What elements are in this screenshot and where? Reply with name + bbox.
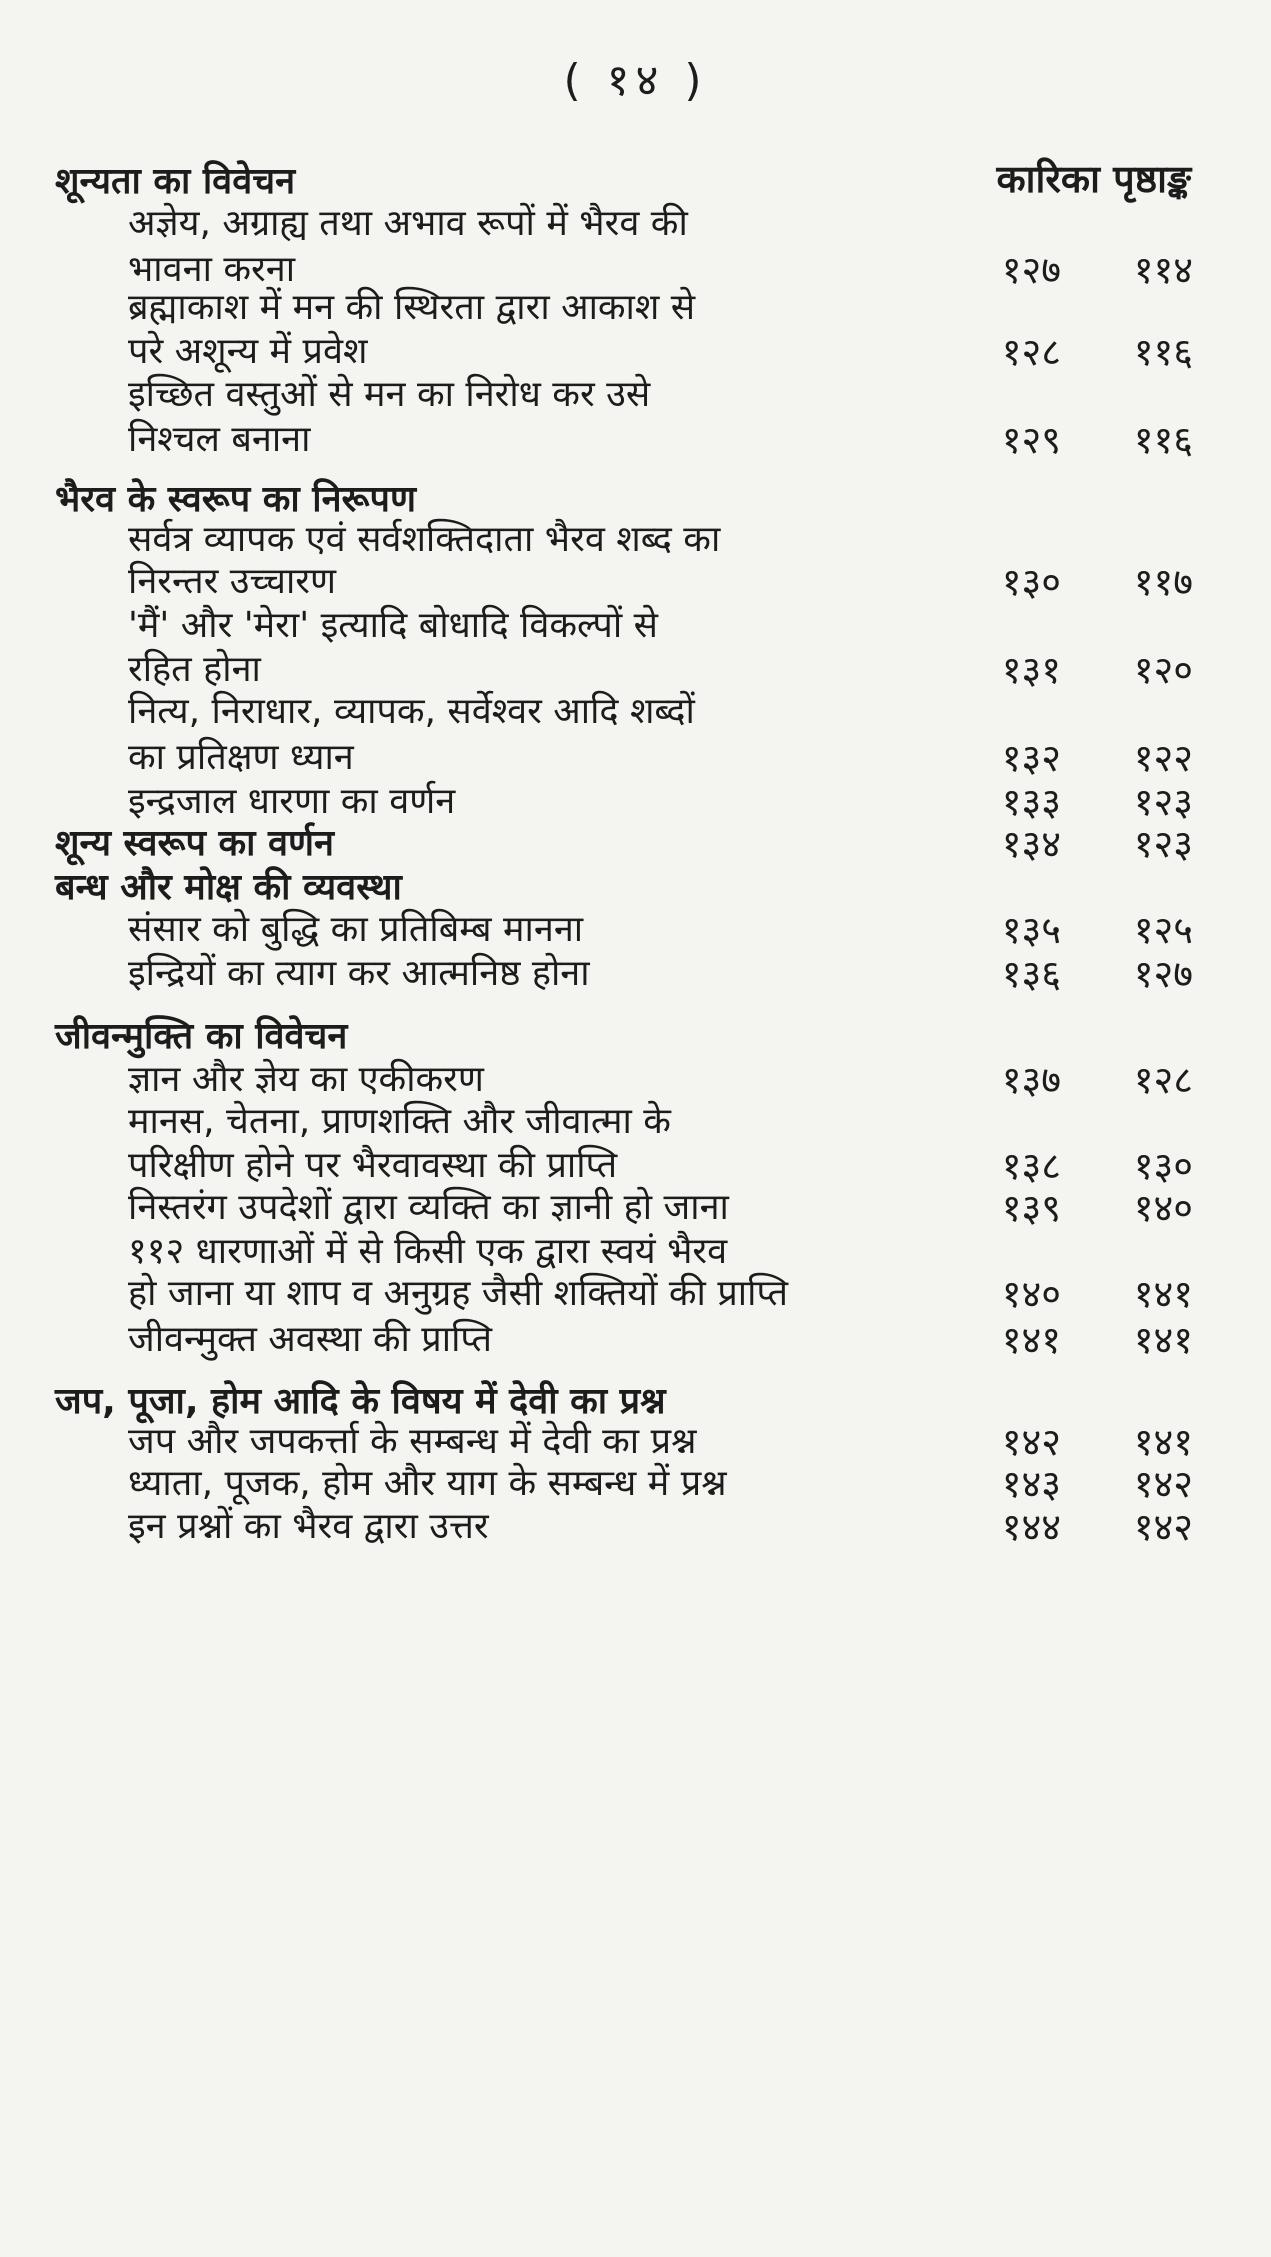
karika-number: १३५ [1001,908,1061,952]
page-ref-number: ११४ [1133,248,1193,292]
karika-number: १२९ [1001,418,1061,462]
karika-number: १२७ [1001,248,1061,292]
entry-text: नित्य, निराधार, व्यापक, सर्वेश्वर आदि शब्दों [128,691,695,732]
page-ref-number: १२३ [1133,822,1193,866]
page-ref-number: १४२ [1133,1505,1193,1549]
entry-text: निश्चल बनाना [128,419,311,460]
entry-text: ध्याता, पूजक, होम और याग के सम्बन्ध में प्रश्न [128,1463,727,1504]
karika-number: १४२ [1001,1420,1061,1464]
section-title: बन्ध और मोक्ष की व्यवस्था [55,867,402,908]
entry-text: भावना करना [128,249,296,290]
entry-text: इन्द्रजाल धारणा का वर्णन [128,781,456,822]
entry-text: अज्ञेय, अग्राह्य तथा अभाव रूपों में भैरव की [128,203,688,244]
list-item [0,1505,1271,1565]
page-ref-number: ११६ [1133,330,1193,374]
page-ref-number: १४१ [1133,1420,1193,1464]
entry-text: इन प्रश्नों का भैरव द्वारा उत्तर [128,1506,489,1547]
karika-number: १३० [1001,560,1061,604]
section-title: शून्यता का विवेचन [55,161,296,202]
section-title: जप, पूजा, होम आदि के विषय में देवी का प्रश्न [55,1381,666,1422]
page-ref-number: १४१ [1133,1272,1193,1316]
page-ref-number: १४२ [1133,1462,1193,1506]
page-number: ( १४ ) [563,55,708,106]
karika-number: १३४ [1001,822,1061,866]
list-item [0,418,1271,478]
karika-number: १३७ [1001,1058,1061,1102]
karika-number: १४३ [1001,1462,1061,1506]
entry-text: संसार को बुद्धि का प्रतिबिम्ब मानना [128,909,584,950]
karika-number: १३९ [1001,1186,1061,1230]
entry-text: सर्वत्र व्यापक एवं सर्वशक्तिदाता भैरव शब्द का [128,519,721,560]
karika-number: १४१ [1001,1318,1061,1362]
page-ref-number: १४१ [1133,1318,1193,1362]
page-ref-number: १४० [1133,1186,1193,1230]
page-ref-number: १२३ [1133,780,1193,824]
karika-number: १३६ [1001,952,1061,996]
entry-text: जीवन्मुक्त अवस्था की प्राप्ति [128,1319,493,1360]
section-title: भैरव के स्वरूप का निरूपण [55,479,416,520]
page-ref-number: १२५ [1133,908,1193,952]
entry-text: जप और जपकर्त्ता के सम्बन्ध में देवी का प्रश्न [128,1421,697,1462]
entry-text: ब्रह्माकाश में मन की स्थिरता द्वारा आकाश से [128,287,696,328]
entry-text: निस्तरंग उपदेशों द्वारा व्यक्ति का ज्ञानी हो जाना [128,1187,729,1228]
list-item [0,1318,1271,1378]
page-ref-number: ११६ [1133,418,1193,462]
page-ref-number: १२७ [1133,952,1193,996]
entry-text: परिक्षीण होने पर भैरवावस्था की प्राप्ति [128,1145,618,1186]
entry-text: रहित होना [128,649,261,690]
karika-number: १३८ [1001,1144,1061,1188]
karika-number: १२८ [1001,330,1061,374]
entry-text: हो जाना या शाप व अनुग्रह जैसी शक्तियों की प्राप्ति [128,1273,789,1314]
entry-text: निरन्तर उच्चारण [128,561,337,602]
entry-text: का प्रतिक्षण ध्यान [128,737,354,778]
entry-text: ११२ धारणाओं में से किसी एक द्वारा स्वयं भैरव [128,1231,728,1272]
karika-number: १४० [1001,1272,1061,1316]
page-ref-number: १३० [1133,1144,1193,1188]
entry-text: मानस, चेतना, प्राणशक्ति और जीवात्मा के [128,1101,671,1142]
section-title: शून्य स्वरूप का वर्णन [55,823,335,864]
column-header: कारिका पृष्ठाङ्क [996,157,1191,201]
page-ref-number: १२० [1133,648,1193,692]
entry-text: परे अशून्य में प्रवेश [128,331,368,372]
karika-number: १३३ [1001,780,1061,824]
page-ref-number: १२८ [1133,1058,1193,1102]
page-ref-number: ११७ [1133,560,1193,604]
list-item [0,952,1271,1012]
entry-text: इन्द्रियों का त्याग कर आत्मनिष्ठ होना [128,953,590,994]
karika-number: १४४ [1001,1505,1061,1549]
section-title: जीवन्मुक्ति का विवेचन [55,1016,348,1057]
karika-number: १३२ [1001,736,1061,780]
entry-text: 'मैं' और 'मेरा' इत्यादि बोधादि विकल्पों से [128,605,658,646]
entry-text: इच्छित वस्तुओं से मन का निरोध कर उसे [128,374,651,415]
page-ref-number: १२२ [1133,736,1193,780]
karika-number: १३१ [1001,648,1061,692]
entry-text: ज्ञान और ज्ञेय का एकीकरण [128,1059,484,1100]
